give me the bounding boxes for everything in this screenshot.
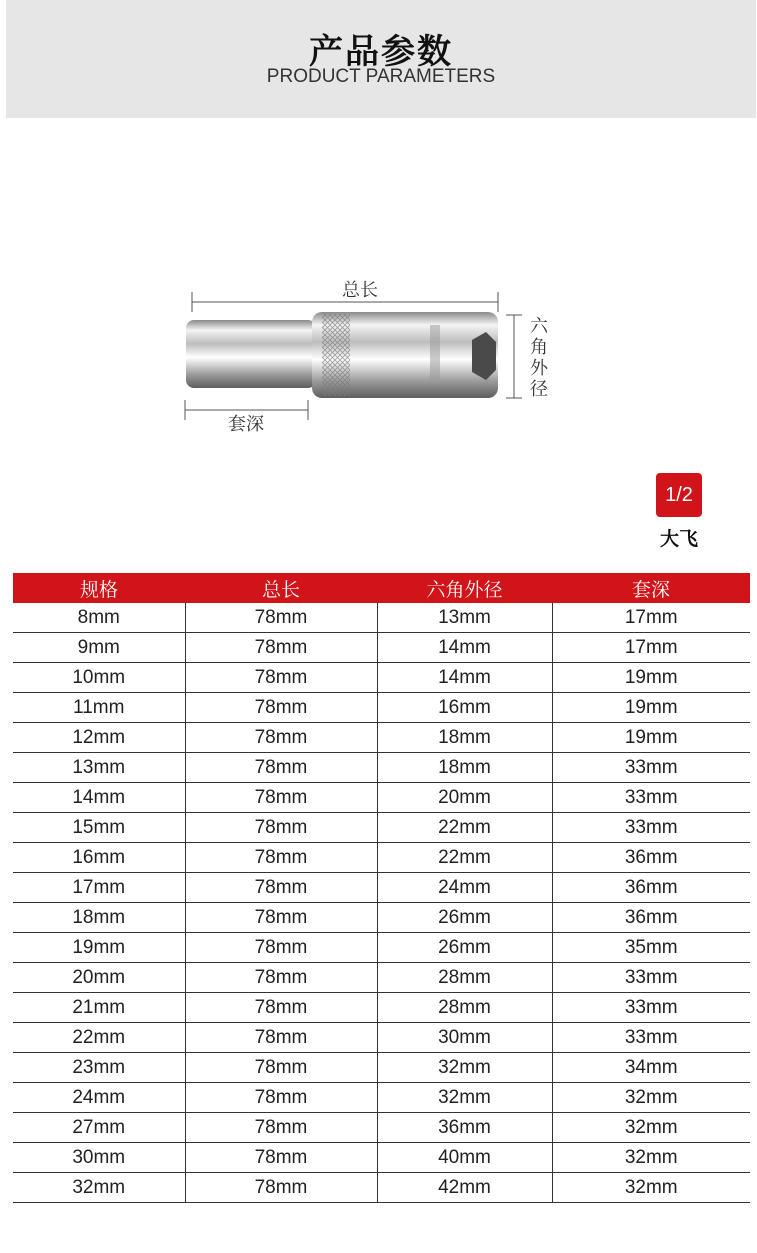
table-row [13, 783, 750, 813]
cell-socket-depth: 36mm [552, 873, 750, 903]
cell-total-length: 78mm [185, 1053, 377, 1083]
cell-hex-od: 18mm [377, 723, 552, 753]
cell-total-length: 78mm [185, 933, 377, 963]
cell-socket-depth: 32mm [552, 1083, 750, 1113]
cell-total-length: 78mm [185, 633, 377, 663]
cell-spec: 18mm [13, 903, 185, 933]
table-row [13, 603, 750, 633]
table-row [13, 723, 750, 753]
table-row [13, 993, 750, 1023]
cell-socket-depth: 36mm [552, 843, 750, 873]
cell-socket-depth: 33mm [552, 813, 750, 843]
header-banner [6, 0, 756, 118]
cell-spec: 12mm [13, 723, 185, 753]
cell-hex-od: 32mm [377, 1083, 552, 1113]
cell-hex-od: 13mm [377, 603, 552, 633]
cell-socket-depth: 33mm [552, 783, 750, 813]
cell-total-length: 78mm [185, 903, 377, 933]
cell-spec: 9mm [13, 633, 185, 663]
cell-socket-depth: 32mm [552, 1173, 750, 1203]
table-row [13, 753, 750, 783]
cell-total-length: 78mm [185, 813, 377, 843]
cell-hex-od: 20mm [377, 783, 552, 813]
drive-name: 大飞 [659, 528, 698, 550]
cell-socket-depth: 35mm [552, 933, 750, 963]
cell-hex-od: 30mm [377, 1023, 552, 1053]
cell-spec: 21mm [13, 993, 185, 1023]
page-subtitle: PRODUCT PARAMETERS [266, 66, 496, 87]
table-header-row [13, 573, 750, 603]
table-row [13, 963, 750, 993]
table-row [13, 1173, 750, 1203]
header-total-length: 总长 [185, 573, 377, 603]
spec-table [13, 573, 750, 1203]
header-spec: 规格 [13, 573, 185, 603]
cell-hex-od: 32mm [377, 1053, 552, 1083]
cell-hex-od: 36mm [377, 1113, 552, 1143]
cell-total-length: 78mm [185, 1023, 377, 1053]
cell-spec: 30mm [13, 1143, 185, 1173]
header-hex-od: 六角外径 [377, 573, 552, 603]
cell-socket-depth: 33mm [552, 993, 750, 1023]
table-row [13, 813, 750, 843]
cell-spec: 11mm [13, 693, 185, 723]
cell-socket-depth: 19mm [552, 663, 750, 693]
cell-hex-od: 24mm [377, 873, 552, 903]
table-row [13, 1113, 750, 1143]
cell-spec: 8mm [13, 603, 185, 633]
cell-hex-od: 26mm [377, 933, 552, 963]
cell-spec: 19mm [13, 933, 185, 963]
cell-socket-depth: 32mm [552, 1143, 750, 1173]
cell-total-length: 78mm [185, 1083, 377, 1113]
cell-spec: 16mm [13, 843, 185, 873]
cell-hex-od: 16mm [377, 693, 552, 723]
socket-depth-label: 套深 [228, 414, 264, 435]
cell-total-length: 78mm [185, 1173, 377, 1203]
cell-socket-depth: 17mm [552, 633, 750, 663]
table-row [13, 693, 750, 723]
cell-spec: 15mm [13, 813, 185, 843]
page-title: 产品参数 [309, 32, 453, 72]
cell-socket-depth: 19mm [552, 723, 750, 753]
cell-total-length: 78mm [185, 753, 377, 783]
cell-spec: 20mm [13, 963, 185, 993]
cell-spec: 27mm [13, 1113, 185, 1143]
table-row [13, 1143, 750, 1173]
socket-diagram [180, 270, 560, 440]
cell-hex-od: 28mm [377, 963, 552, 993]
cell-socket-depth: 32mm [552, 1113, 750, 1143]
cell-total-length: 78mm [185, 873, 377, 903]
cell-hex-od: 22mm [377, 843, 552, 873]
header-socket-depth: 套深 [552, 573, 750, 603]
table-row [13, 843, 750, 873]
cell-spec: 13mm [13, 753, 185, 783]
table-row [13, 933, 750, 963]
total-length-label: 总长 [342, 280, 378, 301]
cell-total-length: 78mm [185, 993, 377, 1023]
cell-hex-od: 42mm [377, 1173, 552, 1203]
cell-hex-od: 14mm [377, 663, 552, 693]
table-row [13, 633, 750, 663]
cell-total-length: 78mm [185, 693, 377, 723]
cell-socket-depth: 17mm [552, 603, 750, 633]
cell-spec: 24mm [13, 1083, 185, 1113]
cell-total-length: 78mm [185, 603, 377, 633]
cell-spec: 23mm [13, 1053, 185, 1083]
cell-hex-od: 26mm [377, 903, 552, 933]
cell-hex-od: 40mm [377, 1143, 552, 1173]
table-row [13, 1053, 750, 1083]
cell-total-length: 78mm [185, 1113, 377, 1143]
cell-socket-depth: 33mm [552, 753, 750, 783]
cell-hex-od: 18mm [377, 753, 552, 783]
cell-spec: 17mm [13, 873, 185, 903]
table-row [13, 903, 750, 933]
table-row [13, 873, 750, 903]
table-row [13, 1023, 750, 1053]
cell-socket-depth: 34mm [552, 1053, 750, 1083]
cell-hex-od: 28mm [377, 993, 552, 1023]
cell-total-length: 78mm [185, 1143, 377, 1173]
table-body [13, 603, 750, 1203]
cell-socket-depth: 33mm [552, 1023, 750, 1053]
cell-spec: 14mm [13, 783, 185, 813]
cell-socket-depth: 36mm [552, 903, 750, 933]
cell-total-length: 78mm [185, 723, 377, 753]
cell-hex-od: 14mm [377, 633, 552, 663]
drive-size-badge: 1/2 [656, 473, 702, 517]
table-row [13, 1083, 750, 1113]
cell-total-length: 78mm [185, 843, 377, 873]
table-row [13, 663, 750, 693]
cell-total-length: 78mm [185, 663, 377, 693]
cell-total-length: 78mm [185, 783, 377, 813]
cell-hex-od: 22mm [377, 813, 552, 843]
cell-spec: 22mm [13, 1023, 185, 1053]
hex-od-label: 六角外径 [530, 316, 548, 400]
cell-spec: 32mm [13, 1173, 185, 1203]
cell-spec: 10mm [13, 663, 185, 693]
cell-socket-depth: 19mm [552, 693, 750, 723]
cell-socket-depth: 33mm [552, 963, 750, 993]
cell-total-length: 78mm [185, 963, 377, 993]
